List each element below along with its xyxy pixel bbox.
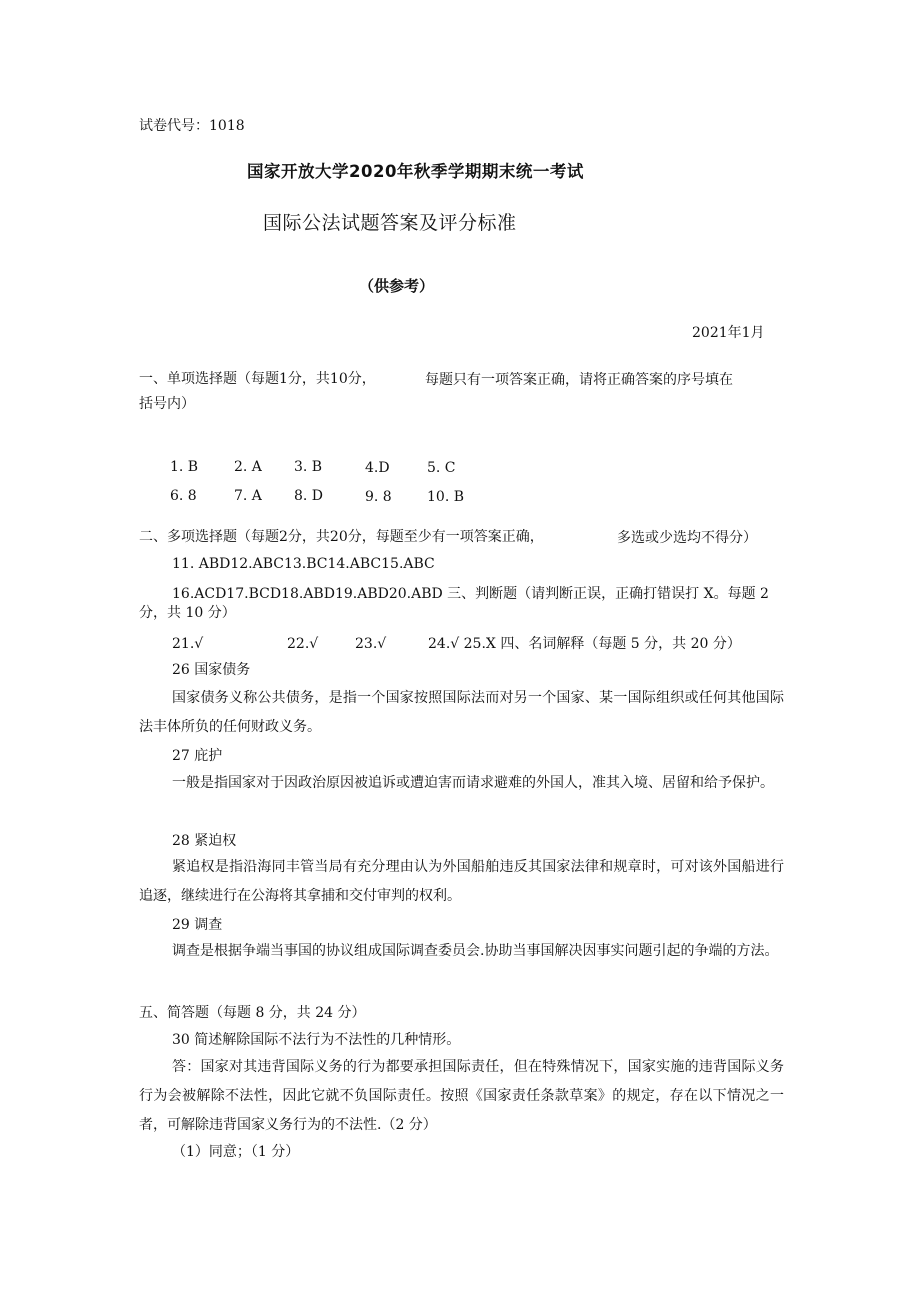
section2-answers-line2: 16.ACD17.BCD18.ABD19.ABD20.ABD 三、判断题（请判断正误，正确打错误打 X。每题 2 — [172, 586, 769, 602]
section3-heading-tail: 分，共 10 分） — [139, 605, 236, 621]
answer-9: 9. 8 — [365, 489, 392, 505]
reference-note: （供参考） — [359, 277, 435, 295]
section1-heading-b: 每题只有一项答案正确，请将正确答案的序号填在 — [425, 372, 733, 388]
answer-point-1: （1）同意；（1 分） — [172, 1144, 300, 1160]
section1-heading-c: 括号内） — [139, 396, 195, 412]
question-30-answer: 答：国家对其违背国际义务的行为都要承担国际责任，但在特殊情况下，国家实施的违背国际义务行为会被解除不法性，因此它就不负国际责任。按照《国家责任条款草案》的规定，存在以下情况之一者，可解除违背国家义务行为的不法性.（2 分） — [139, 1059, 784, 1133]
exam-date: 2021年1月 — [692, 325, 765, 341]
section2-heading-a: 二、多项选择题（每题2分，共20分，每题至少有一项答案正确， — [139, 529, 544, 545]
exam-title: 国家开放大学2020年秋季学期期末统一考试 — [247, 162, 584, 181]
question-30: 30 简述解除国际不法行为不法性的几种情形。 — [172, 1032, 461, 1048]
term-29-title: 29 调查 — [172, 917, 223, 933]
section1-heading-a: 一、单项选择题（每题1分，共10分， — [139, 371, 376, 387]
term-29-definition: 调查是根据争端当事国的协议组成国际调查委员会.协助当事国解决因事实问题引起的争端的方法。 — [172, 943, 779, 959]
answer-4: 4.D — [365, 460, 390, 476]
section2-answers-line1: 11. ABD12.ABC13.BC14.ABC15.ABC — [172, 556, 435, 572]
answer-6: 6. 8 — [170, 488, 197, 504]
term-28-title: 28 紧迫权 — [172, 833, 237, 849]
judgment-22: 22.√ — [287, 636, 319, 652]
section5-heading: 五、简答题（每题 8 分，共 24 分） — [139, 1005, 366, 1021]
term-28-definition: 紧追权是指沿海同丰管当局有充分理由认为外国船舶违反其国家法律和规章时，可对该外国船进行追逐，继续进行在公海将其拿捕和交付审判的权利。 — [139, 859, 784, 904]
answer-10: 10. B — [427, 489, 465, 505]
term-26-definition: 国家债务义称公共债务，是指一个国家按照国际法而对另一个国家、某一国际组织或任何其他国际法丰体所负的任何财政义务。 — [139, 690, 784, 735]
answer-3: 3. B — [294, 459, 323, 475]
section2-heading-b: 多选或少选均不得分） — [617, 530, 757, 546]
answer-1: 1. B — [170, 459, 199, 475]
judgment-21: 21.√ — [172, 636, 204, 652]
answer-2: 2. A — [234, 459, 262, 475]
term-27-definition: 一般是指国家对于因政治原因被追诉或遭迫害而请求避难的外国人，准其入境、居留和给予保护。 — [172, 775, 774, 791]
answer-5: 5. C — [427, 460, 456, 476]
term-26-title: 26 国家债务 — [172, 662, 251, 678]
judgment-23: 23.√ — [355, 636, 387, 652]
term-27-title: 27 庇护 — [172, 748, 223, 764]
answer-key-subtitle: 国际公法试题答案及评分标准 — [263, 212, 517, 234]
judgment-24-25-and-section4-heading: 24.√ 25.X 四、名词解释（每题 5 分，共 20 分） — [428, 636, 741, 652]
answer-7: 7. A — [234, 488, 262, 504]
paper-code: 试卷代号：1018 — [139, 118, 245, 134]
answer-8: 8. D — [294, 488, 324, 504]
